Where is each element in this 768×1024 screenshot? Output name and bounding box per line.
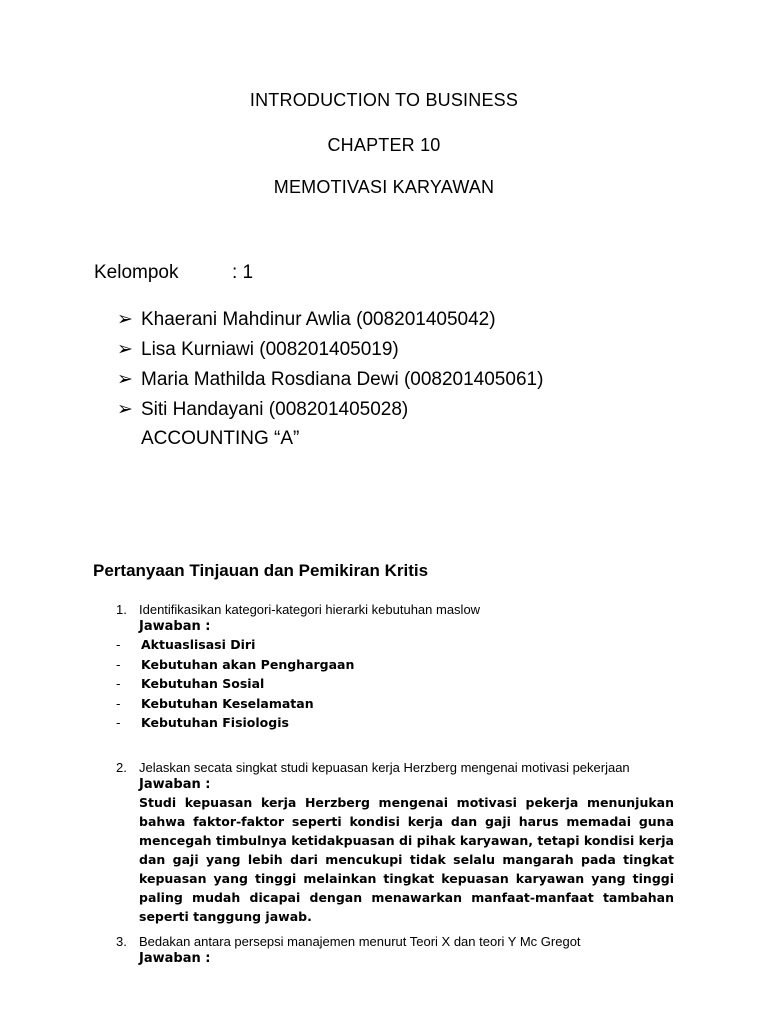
question-2 (116, 760, 676, 926)
answer-item-text: Aktuaslisasi Diri (141, 637, 256, 652)
member-item (117, 304, 543, 334)
group-number: : 1 (232, 262, 254, 283)
dash-bullet: - (116, 637, 121, 652)
arrow-bullet-icon: ➢ (117, 398, 133, 420)
question-text: Identifikasikan kategori-kategori hierarki kebutuhan maslow (139, 602, 481, 617)
arrow-bullet-icon: ➢ (117, 368, 133, 390)
answer-item (116, 635, 676, 655)
topic-title: MEMOTIVASI KARYAWAN (273, 177, 495, 197)
member-name: Siti Handayani (008201405028) (141, 399, 409, 420)
answer-item-text: Kebutuhan Keselamatan (141, 695, 314, 711)
course-title: INTRODUCTION TO BUSINESS (249, 90, 519, 110)
question-number: 3. (116, 934, 127, 949)
dash-bullet: - (116, 715, 121, 730)
member-name: Khaerani Mahdinur Awlia (008201405042) (141, 309, 496, 330)
answer-label: Jawaban : (139, 951, 211, 966)
question-text: Bedakan antara persepsi manajemen menurut Teori X dan teori Y Mc Gregot (139, 934, 581, 949)
arrow-bullet-icon: ➢ (117, 338, 133, 360)
answer-item (116, 713, 676, 733)
group-line (94, 262, 253, 284)
answer-paragraph: Studi kepuasan kerja Herzberg mengenai motivasi pekerja menunjukan bahwa faktor-faktor seperti kondisi kerja dan gaji harus memadai guna mencegah timbulnya ketidakpuasan di pihak karyawan, tetapi kondisi kerja dan gaji yang lebih dari mencukupi tidak selalu mangarah pada tingkat kepuasan yang tinggi melainkan tingkat kepuasan karyawan yang tinggi paling mudah dicapai dengan menawarkan manfaat-manfaat tambahan seperti tanggung jawab. (139, 795, 674, 924)
dash-bullet: - (116, 695, 121, 711)
member-list (117, 304, 543, 454)
question-1 (116, 602, 676, 733)
group-label: Kelompok (94, 262, 179, 283)
answer-label: Jawaban : (139, 777, 211, 792)
answer-item (116, 674, 676, 694)
member-item (117, 334, 543, 364)
answer-item (116, 655, 676, 675)
answer-item-text: Kebutuhan Fisiologis (141, 715, 289, 730)
dash-bullet: - (116, 676, 121, 691)
question-number: 2. (116, 760, 127, 775)
answer-label: Jawaban : (139, 619, 211, 634)
chapter-title: CHAPTER 10 (327, 135, 441, 155)
arrow-bullet-icon: ➢ (117, 308, 133, 330)
member-name: Maria Mathilda Rosdiana Dewi (008201405061) (141, 369, 544, 390)
member-name: Lisa Kurniawi (008201405019) (141, 339, 399, 360)
member-item (117, 394, 543, 424)
answer-item-text: Kebutuhan akan Penghargaan (141, 656, 355, 672)
section-heading: Pertanyaan Tinjauan dan Pemikiran Kritis (93, 561, 429, 580)
class-name: ACCOUNTING “A” (141, 428, 300, 449)
question-number: 1. (116, 602, 127, 617)
answer-item (116, 694, 676, 714)
member-item (117, 364, 543, 394)
question-text: Jelaskan secata singkat studi kepuasan kerja Herzberg mengenai motivasi pekerjaan (139, 760, 630, 775)
answer-item-text: Kebutuhan Sosial (141, 676, 265, 691)
answer-list (116, 635, 676, 733)
question-3 (116, 934, 676, 967)
dash-bullet: - (116, 656, 121, 672)
